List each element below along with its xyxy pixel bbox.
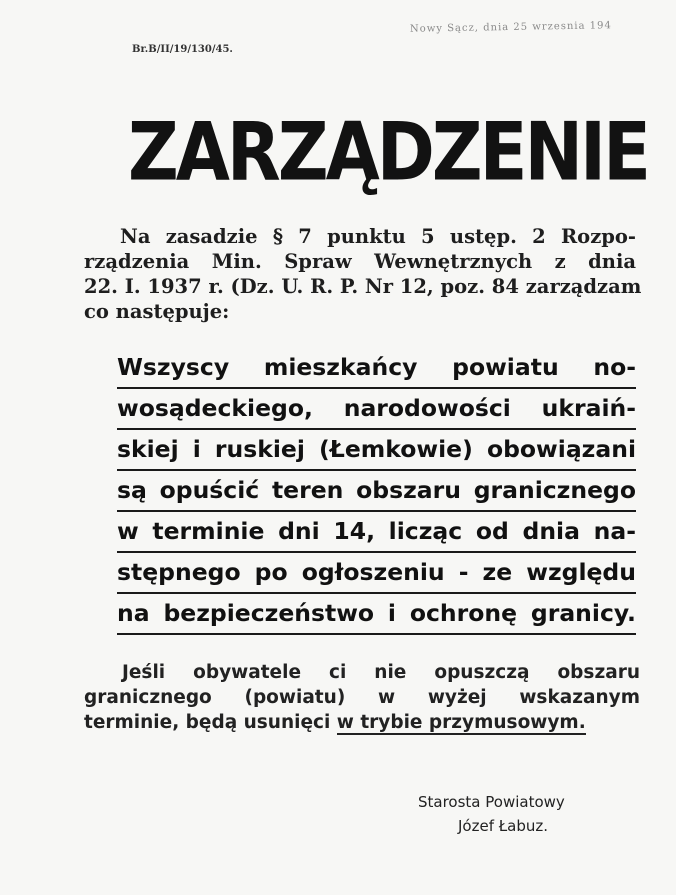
intro-line: co następuje:	[84, 300, 230, 323]
main-line: wosądeckiego, narodowości ukraiń-	[117, 389, 636, 430]
place-date: Nowy Sącz, dnia 25 wrzesnia 194	[409, 20, 612, 35]
main-line: Wszyscy mieszkańcy powiatu no-	[117, 348, 636, 389]
document-title: ZARZĄDZENIE	[128, 104, 648, 199]
main-line: stępnego po ogłoszeniu - ze względu	[117, 553, 636, 594]
closing-line-start: terminie, będą usunięci	[84, 712, 337, 733]
main-order-text	[117, 348, 636, 635]
main-line: w terminie dni 14, licząc od dnia na-	[117, 512, 636, 553]
closing-paragraph	[84, 660, 640, 735]
reference-number: Br.B/II/19/130/45.	[132, 44, 233, 55]
intro-line: Na zasadzie § 7 punktu 5 ustęp. 2 Rozpo-	[120, 225, 636, 248]
main-line: są opuścić teren obszaru granicznego	[117, 471, 636, 512]
intro-line: 22. I. 1937 r. (Dz. U. R. P. Nr 12, poz. 84 zarządzam	[84, 275, 642, 298]
signature-office: Starosta Powiatowy	[418, 793, 565, 811]
main-line: na bezpieczeństwo i ochronę granicy.	[117, 594, 636, 635]
intro-line: rządzenia Min. Spraw Wewnętrznych z dnia	[84, 250, 636, 273]
closing-line	[84, 710, 640, 735]
closing-line: Jeśli obywatele ci nie opuszczą obszaru	[122, 662, 640, 683]
closing-line: granicznego (powiatu) w wyżej wskazanym	[84, 687, 640, 708]
intro-paragraph	[84, 224, 642, 324]
signature-name: Józef Łabuz.	[458, 817, 549, 835]
signature-block	[418, 790, 618, 838]
closing-underlined-phrase: w trybie przymusowym.	[336, 712, 586, 733]
main-line: skiej i ruskiej (Łemkowie) obowiązani	[117, 430, 636, 471]
